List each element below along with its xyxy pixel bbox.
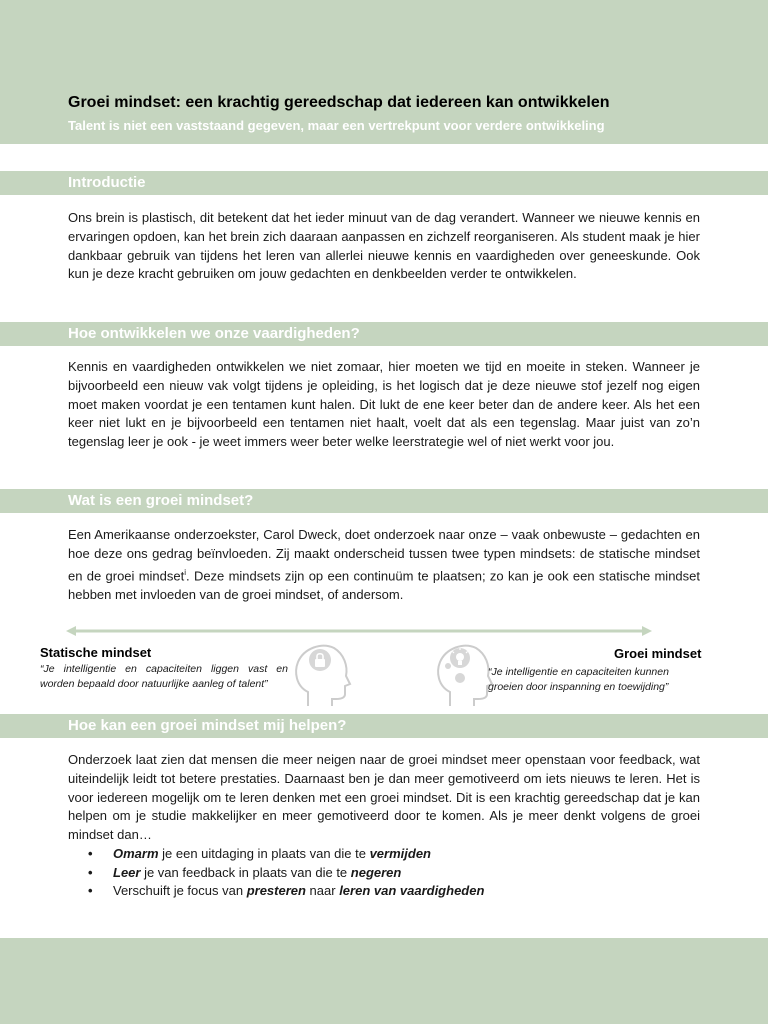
bullet-marker: •	[88, 883, 93, 898]
head-with-lock-icon	[296, 646, 350, 706]
section-paragraph: Ons brein is plastisch, dit betekent dat het ieder minuut van de dag verandert. Wanneer we nieuwe kennis en ervaringen opdoen, kan het brein zich daaraan aanpassen en zichzelf reorganiseren. Als student maak je hier dankbaar gebruik van tijdens het leren van allerlei nieuwe kennis en vaardigheden over geneeskunde. Ook kun je deze kracht gebruiken om jouw gedachten en denkbeelden verder te ontwikkelen.	[68, 210, 700, 282]
paragraph-text: Een Amerikaanse onderzoekster, Carol Dweck, doet onderzoek naar onze – vaak onbewuste – gedachten en hoe deze ons gedrag beïnvloeden. Zij maakt onderscheid tussen twee typen mindsets: de statische mindset en de groei mindset	[68, 527, 700, 583]
list-item	[88, 864, 484, 883]
footer-band	[0, 938, 768, 1024]
list-item-text: je een uitdaging in plaats van die te	[158, 846, 370, 861]
paragraph-text: . Deze mindsets zijn op een continuüm te plaatsen; zo kan je ook een statische mindset hebben met invloeden van de groei mindset, of andersom.	[68, 567, 700, 602]
list-item-text: naar	[305, 883, 340, 898]
bullet-list	[88, 845, 484, 901]
section-heading: Hoe ontwikkelen we onze vaardigheden?	[68, 325, 360, 342]
emphasis-text: vermijden	[369, 846, 431, 861]
section-heading: Introductie	[68, 174, 146, 191]
emphasis-text: presteren	[246, 883, 306, 898]
section-paragraph: Kennis en vaardigheden ontwikkelen we niet zomaar, hier moeten we tijd en moeite in steken. Wanneer je bijvoorbeeld een nieuw vak volgt tijdens je opleiding, is het logisch dat je deze nieuwe stof jezelf nog eigen moet maken voordat je een tentamen kunt halen. Dit lukt de ene keer beter dan de andere keer. Als het een keer niet lukt en je bijvoorbeeld een tentamen niet haalt, voelt dat als een tegenslag. Maar juist van zo’n tegenslag leer je ook - je weet immers weer beter welke leerstrategie wel of niet werkt voor jou.	[68, 359, 700, 450]
list-item	[88, 882, 484, 901]
section-header-vaardigheden	[0, 322, 768, 346]
spectrum-arrow	[66, 626, 652, 636]
emphasis-text: negeren	[350, 864, 402, 880]
section-heading: Wat is een groei mindset?	[68, 492, 254, 509]
section-heading: Hoe kan een groei mindset mij helpen?	[68, 717, 347, 734]
section-header-introductie	[0, 171, 768, 195]
list-item-text: je van feedback in plaats van die te	[140, 864, 351, 880]
list-item	[88, 845, 484, 864]
static-mindset-label: Statische mindset	[40, 645, 152, 660]
footnote-marker: i	[184, 567, 187, 577]
head-with-lightbulb-icon	[438, 646, 492, 706]
page-title: Groei mindset: een krachtig gereedschap dat iedereen kan ontwikkelen	[68, 94, 610, 111]
section-header-helpen	[0, 714, 768, 738]
section-paragraph: Onderzoek laat zien dat mensen die meer neigen naar de groei mindset meer openstaan voor feedback, wat uiteindelijk leidt tot betere prestaties. Daarnaast ben je dan meer gemotiveerd om iets nieuws te leren. Het is voor iedereen mogelijk om te leren denken met een groei mindset. Dit is een krachtig gereedschap dat je kan helpen om je studie makkelijker en meer gemotiveerd door te komen. Als je meer denkt volgens de groei mindset dan…	[68, 752, 700, 843]
page-subtitle: Talent is niet een vaststaand gegeven, maar een vertrekpunt voor verdere ontwikkeling	[68, 118, 605, 133]
bullet-marker: •	[88, 846, 93, 861]
growth-mindset-quote: “Je intelligentie en capaciteiten kunnen groeien door inspanning en toewijding”	[488, 666, 669, 693]
emphasis-text: Leer	[113, 864, 141, 880]
bullet-marker: •	[88, 864, 93, 880]
growth-mindset-label: Groei mindset	[614, 646, 702, 661]
list-item-text: Verschuift je focus van	[113, 883, 247, 898]
static-mindset-quote: “Je intelligentie en capaciteiten liggen vast en worden bepaald door natuurlijke aanleg of talent”	[40, 663, 288, 690]
section-header-groei-mindset	[0, 489, 768, 513]
emphasis-text: leren van vaardigheden	[339, 883, 485, 898]
section-paragraph	[68, 526, 700, 605]
emphasis-text: Omarm	[113, 846, 159, 861]
